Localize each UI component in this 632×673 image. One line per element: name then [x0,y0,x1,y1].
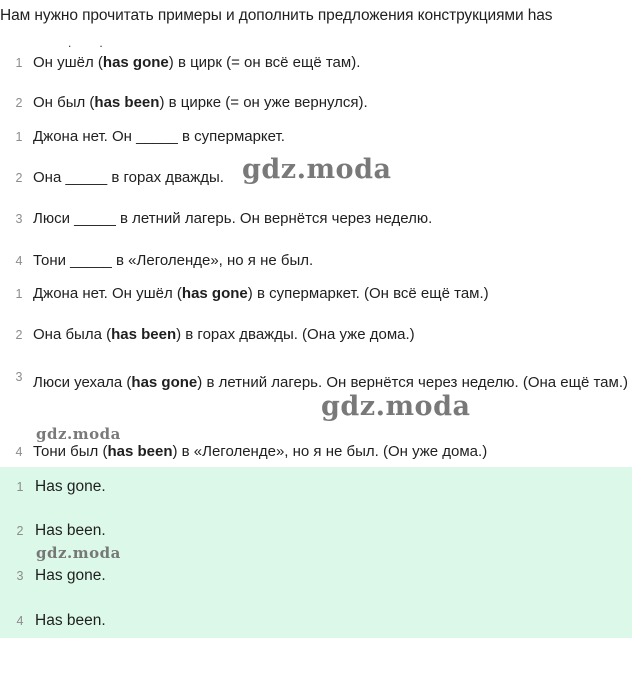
answer-text: Has been. [35,522,106,539]
item-number: 3 [16,569,24,583]
item-number: 1 [16,480,24,494]
item-number: 4 [15,254,23,268]
solution-text: Тони был (has been) в «Леголенде», но я не был. (Он уже дома.) [33,443,488,460]
example-text: Он ушёл (has gone) в цирк (= он всё ещё там). [33,54,361,71]
item-number: 1 [15,287,23,301]
item-number: 2 [16,524,24,538]
solution-text: Она была (has been) в горах дважды. (Она уже дома.) [33,326,415,343]
answer-text: Has been. [35,612,106,629]
task-text: Тони _____ в «Леголенде», но я не был. [33,252,314,269]
truncated-line-dots: .. [68,36,131,50]
item-number: 1 [15,130,23,144]
watermark: gdz.moda [242,154,392,185]
item-number: 2 [15,96,23,110]
task-text: Джона нет. Он _____ в супермаркет. [33,128,285,145]
watermark: gdz.moda [36,425,121,443]
item-number: 4 [16,614,24,628]
watermark: gdz.moda [36,544,121,562]
item-number: 3 [15,370,23,384]
watermark: gdz.moda [321,391,471,422]
example-text: Он был (has been) в цирке (= он уже вернулся). [33,94,368,111]
task-text: Люси _____ в летний лагерь. Он вернётся через неделю. [33,210,433,227]
solution-text: Люси уехала (has gone) в летний лагерь. Он вернётся через неделю. (Она ещё там.) [33,374,629,391]
item-number: 2 [15,328,23,342]
task-text: Она _____ в горах дважды. [33,169,224,186]
solution-text: Джона нет. Он ушёл (has gone) в супермаркет. (Он всё ещё там.) [33,285,489,302]
item-number: 3 [15,212,23,226]
item-number: 4 [15,445,23,459]
item-number: 2 [15,171,23,185]
answer-text: Has gone. [35,478,106,495]
intro-text: Нам нужно прочитать примеры и дополнить предложения конструкциями has [0,7,553,24]
item-number: 1 [15,56,23,70]
answer-text: Has gone. [35,567,106,584]
